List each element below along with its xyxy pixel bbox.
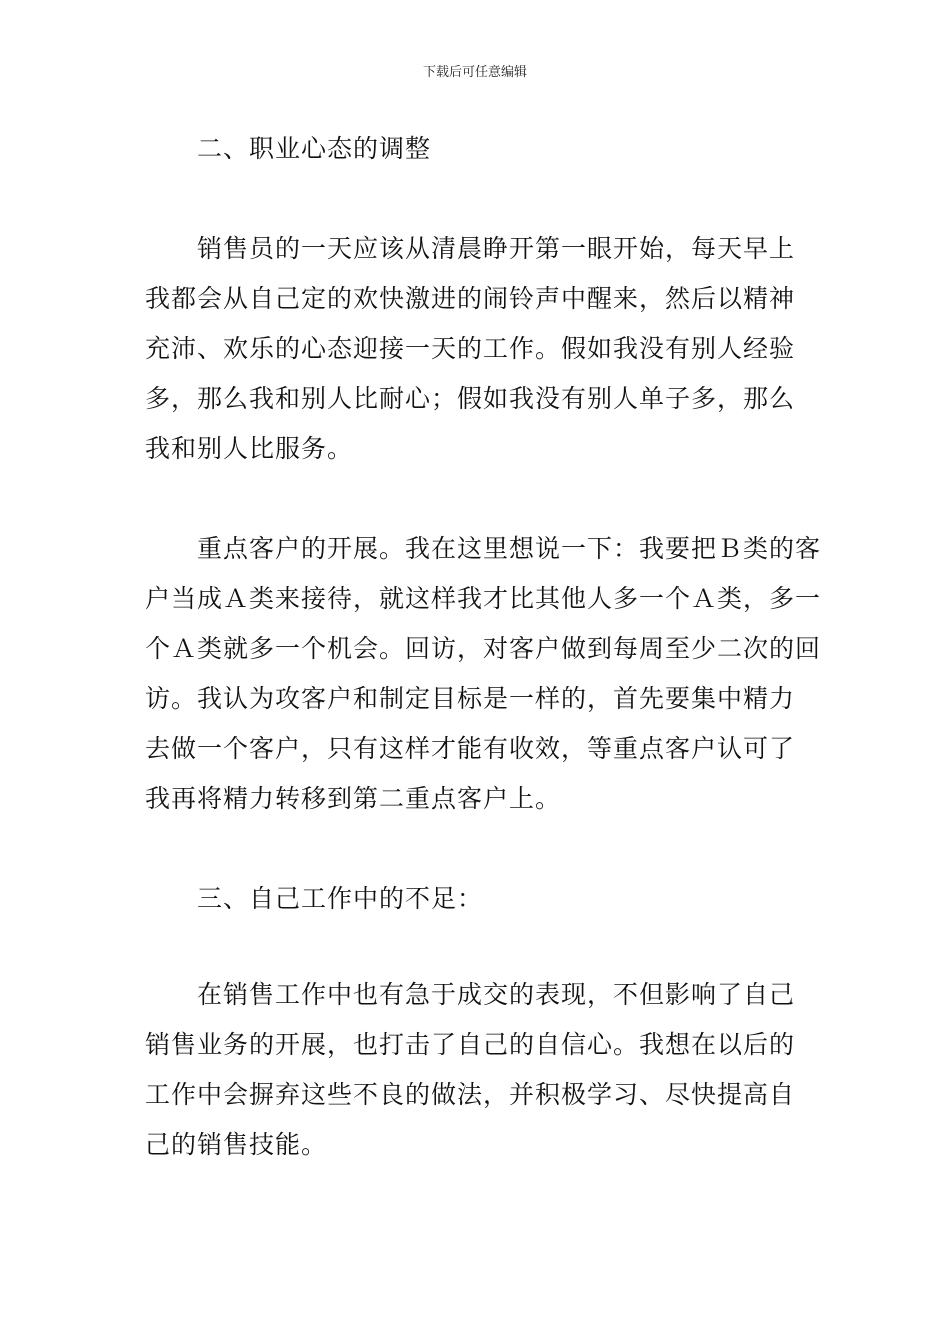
paragraph-line: 我都会从自己定的欢快激进的闹铃声中醒来，然后以精神 <box>145 284 796 313</box>
paragraph-daily-mindset <box>145 224 815 474</box>
section-heading-2: 二、职业心态的调整 <box>197 134 432 163</box>
paragraph-line: 在销售工作中也有急于成交的表现，不但影响了自己 <box>197 980 796 1009</box>
paragraph-line: 销售业务的开展，也打击了自己的自信心。我想在以后的 <box>145 1030 796 1059</box>
paragraph-line: 多，那么我和别人比耐心；假如我没有别人单子多，那么 <box>145 384 796 413</box>
paragraph-shortcomings <box>145 970 815 1170</box>
paragraph-line: 己的销售技能。 <box>145 1130 328 1159</box>
paragraph-line: 户当成Ａ类来接待，就这样我才比其他人多一个Ａ类，多一 <box>145 584 822 613</box>
paragraph-line: 去做一个客户，只有这样才能有收效，等重点客户认可了 <box>145 734 796 763</box>
paragraph-line: 访。我认为攻客户和制定目标是一样的，首先要集中精力 <box>145 684 796 713</box>
paragraph-line: 个Ａ类就多一个机会。回访，对客户做到每周至少二次的回 <box>145 634 822 663</box>
paragraph-line: 我再将精力转移到第二重点客户上。 <box>145 784 562 813</box>
paragraph-line: 重点客户的开展。我在这里想说一下：我要把Ｂ类的客 <box>197 534 822 563</box>
header-note: 下载后可任意编辑 <box>422 65 527 80</box>
paragraph-line: 工作中会摒弃这些不良的做法，并积极学习、尽快提高自 <box>145 1080 796 1109</box>
paragraph-line: 充沛、欢乐的心态迎接一天的工作。假如我没有别人经验 <box>145 334 796 363</box>
paragraph-line: 我和别人比服务。 <box>145 434 354 463</box>
paragraph-key-clients <box>145 524 822 824</box>
paragraph-line: 销售员的一天应该从清晨睁开第一眼开始，每天早上 <box>197 234 796 263</box>
section-heading-3: 三、自己工作中的不足： <box>197 884 484 913</box>
